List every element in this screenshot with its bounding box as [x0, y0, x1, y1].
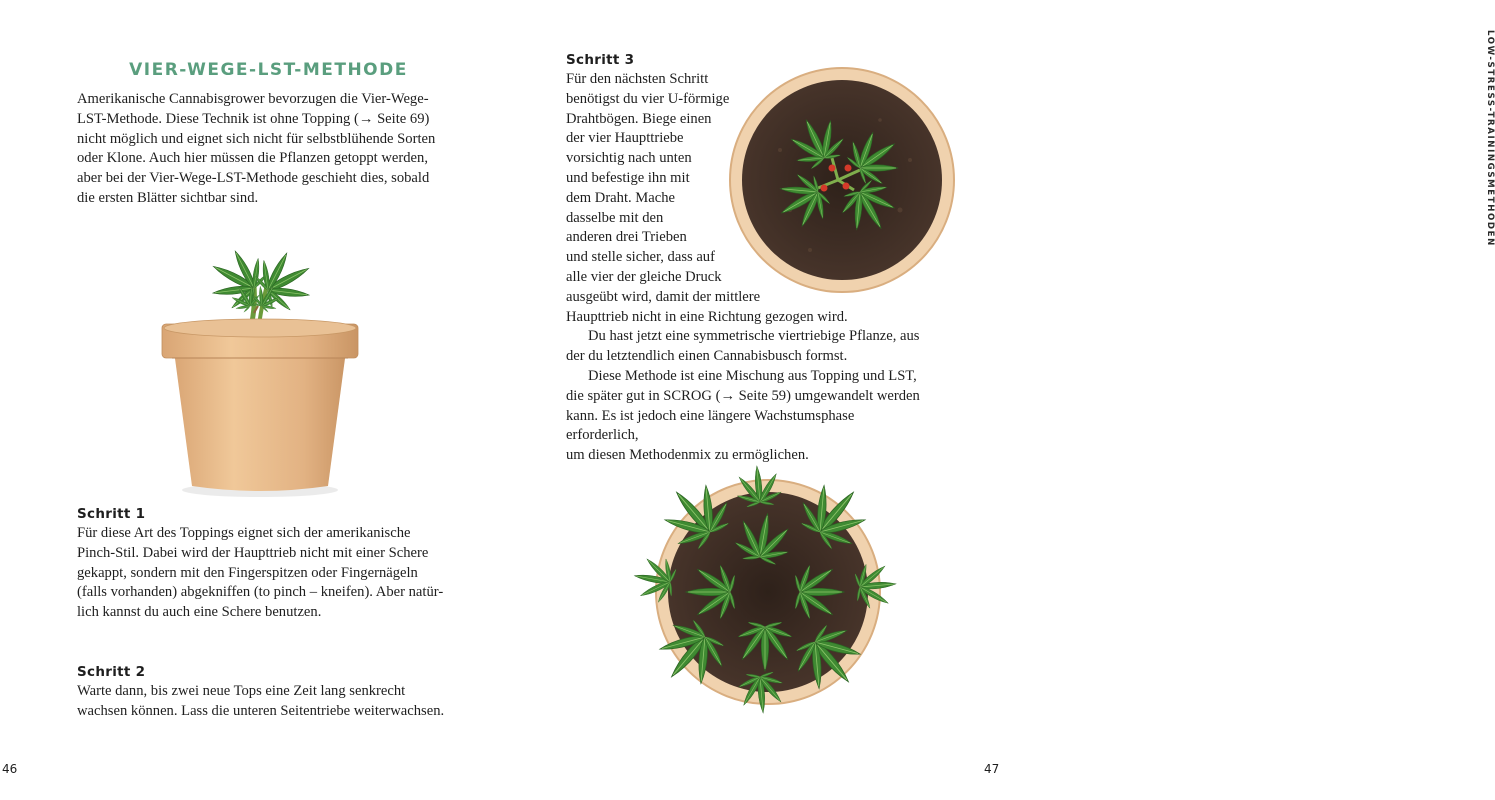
step3-line: benötigst du vier U-förmige: [566, 90, 730, 107]
step2-line: wachsen können. Lass die unteren Seitentriebe weiterwachsen.: [77, 702, 445, 719]
intro-line: Amerikanische Cannabisgrower bevorzugen die Vier-Wege-: [77, 91, 429, 107]
para3-line: die später gut in SCROG (→ Seite 59) umgewandelt werden: [566, 387, 920, 404]
intro-line: LST-Methode. Diese Technik ist ohne Topping (→ Seite 69): [77, 110, 430, 127]
right-page: [500, 0, 1495, 800]
step3-line: dasselbe mit den: [566, 209, 664, 226]
para3-line: kann. Es ist jedoch eine längere Wachstumsphase erforderlich,: [566, 407, 855, 444]
step3-line: Haupttrieb nicht in eine Richtung gezogen wird.: [566, 308, 848, 325]
step2-text: [77, 682, 472, 722]
step3-line: alle vier der gleiche Druck: [566, 268, 722, 285]
step2-heading: Schritt 2: [77, 664, 146, 680]
step1-text: [77, 524, 472, 623]
step3-heading: Schritt 3: [566, 52, 635, 68]
intro-line: die ersten Blätter sichtbar sind.: [77, 189, 259, 206]
para2-line: der du letztendlich einen Cannabisbusch formst.: [566, 348, 848, 365]
step3-line: dem Draht. Mache: [566, 189, 676, 206]
step3-line: Für den nächsten Schritt: [566, 71, 709, 87]
potted-topped-seedling-image: [150, 228, 370, 498]
step3-text: [566, 70, 926, 466]
step3-line: und stelle sicher, dass auf: [566, 249, 715, 266]
step2-line: Warte dann, bis zwei neue Tops eine Zeit lang senkrecht: [77, 683, 406, 699]
intro-paragraph: [77, 90, 467, 209]
left-page: [0, 0, 500, 800]
step1-line: gekappt, sondern mit den Fingerspitzen oder Fingernägeln: [77, 564, 418, 581]
step1-line: Für diese Art des Toppings eignet sich der amerikanische: [77, 525, 411, 541]
step3-line: ausgeübt wird, damit der mittlere: [566, 288, 761, 305]
page-number-right: 47: [984, 762, 1000, 776]
step1-line: lich kannst du auch eine Schere benutzen.: [77, 604, 322, 621]
intro-line: oder Klone. Auch hier müssen die Pflanzen getoppt werden,: [77, 150, 428, 167]
para2-line: Du hast jetzt eine symmetrische viertriebige Pflanze, aus: [588, 328, 920, 345]
step1-line: (falls vorhanden) abgekniffen (to pinch – kneifen). Aber natür-: [77, 584, 444, 601]
para3-line: Diese Methode ist eine Mischung aus Topping und LST,: [588, 367, 917, 384]
step3-line: und befestige ihn mit: [566, 169, 690, 186]
intro-line: aber bei der Vier-Wege-LST-Methode geschieht dies, sobald: [77, 170, 430, 187]
step3-line: Drahtbögen. Biege einen: [566, 110, 712, 127]
step1-heading: Schritt 1: [77, 506, 146, 522]
step3-line: anderen drei Trieben: [566, 229, 687, 246]
step3-line: vorsichtig nach unten: [566, 150, 692, 167]
step3-line: der vier Haupttriebe: [566, 130, 684, 147]
para3-line: um diesen Methodenmix zu ermöglichen.: [566, 447, 809, 464]
chapter-side-label: LOW-STRESS-TRAININGSMETHODEN: [1485, 30, 1495, 247]
step1-line: Pinch-Stil. Dabei wird der Haupttrieb nicht mit einer Schere: [77, 544, 429, 561]
page-number-left: 46: [2, 762, 18, 776]
intro-line: nicht möglich und eignet sich nicht für selbstblühende Sorten: [77, 130, 436, 147]
page-title: VIER-WEGE-LST-METHODE: [129, 60, 408, 80]
top-view-bush-image: [610, 462, 910, 722]
